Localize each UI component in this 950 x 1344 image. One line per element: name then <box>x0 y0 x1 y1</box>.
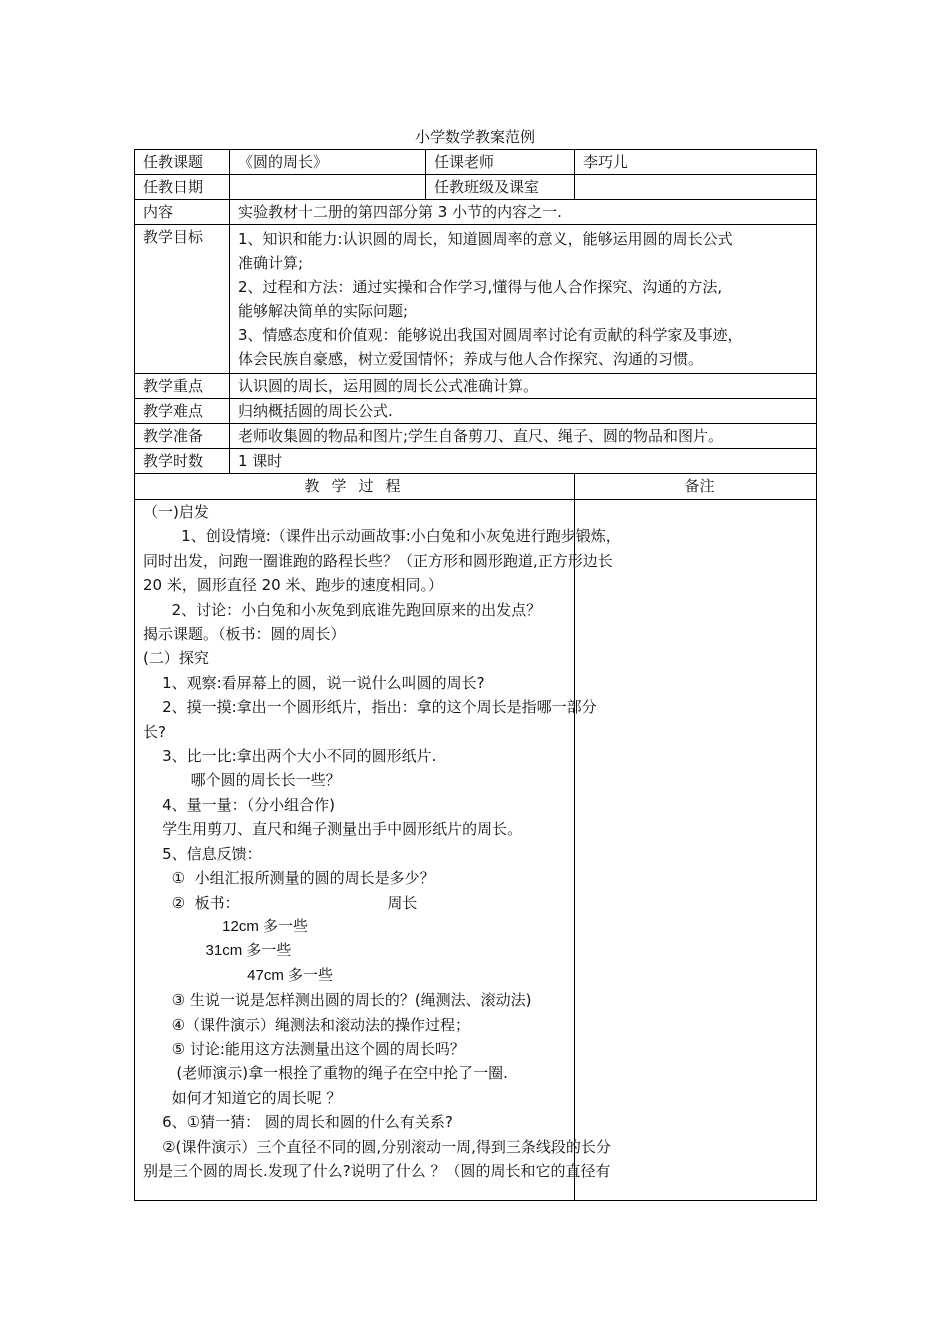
label-hours: 教学时数 <box>135 449 230 474</box>
process-line: 2、摸一摸:拿出一个圆形纸片，指出：拿的这个周长是指哪一部分 <box>143 698 597 717</box>
row-preparation <box>135 424 817 449</box>
label-date: 任教日期 <box>135 175 230 200</box>
process-line: 5、信息反馈： <box>143 844 262 863</box>
process-header: 教学过程 <box>135 474 575 500</box>
process-line: 如何才知道它的周长呢 ？ <box>143 1088 342 1107</box>
label-key-point: 教学重点 <box>135 374 230 399</box>
process-line: (二）探究 <box>143 649 209 668</box>
value-subject: 《圆的周长》 <box>230 150 426 175</box>
label-preparation: 教学准备 <box>135 424 230 449</box>
value-content: 实验教材十二册的第四部分第 3 小节的内容之一. <box>230 200 817 225</box>
value-difficulty: 归纳概括圆的周长公式. <box>230 399 817 424</box>
document-title: 小学数学教案范例 <box>414 128 535 146</box>
remark-header: 备注 <box>575 474 817 500</box>
process-line: 6、①猜一猜： 圆的周长和圆的什么有关系? <box>143 1113 453 1132</box>
process-line: ②(课件演示）三个直径不同的圆,分别滚动一周,得到三条线段的长分 <box>143 1137 611 1156</box>
process-line: 哪个圆的周长长一些？ <box>143 771 341 790</box>
process-line: ② 板书： 周长 <box>143 893 418 912</box>
process-line: ③ 生说一说是怎样测出圆的周长的？(绳测法、滚动法) <box>143 991 532 1010</box>
row-hours <box>135 449 817 474</box>
label-class: 任教班级及课室 <box>426 175 575 200</box>
remark-body <box>575 500 817 1201</box>
objective-line: 2、过程和方法：通过实操和合作学习,懂得与他人合作探究、沟通的方法, <box>238 278 723 296</box>
objective-line: 准确计算; <box>238 254 304 272</box>
process-line: （一)启发 <box>143 503 209 521</box>
objective-line: 能够解决简单的实际问题; <box>238 302 409 320</box>
process-line: 47cm 多一些 <box>143 966 334 984</box>
process-line: 同时出发，问跑一圈谁跑的路程长些？（正方形和圆形跑道,正方形边长 <box>143 551 613 570</box>
value-teacher: 李巧儿 <box>575 150 817 175</box>
row-process-header <box>135 474 817 500</box>
row-content <box>135 200 817 225</box>
process-line: 20 米，圆形直径 20 米、跑步的速度相同。） <box>143 576 443 595</box>
process-line: (老师演示)拿一根拴了重物的绳子在空中抡了一圈. <box>143 1064 508 1083</box>
label-difficulty: 教学难点 <box>135 399 230 424</box>
process-line: ① 小组汇报所测量的圆的周长是多少？ <box>143 869 435 888</box>
process-line: 12cm 多一些 <box>143 917 309 935</box>
row-objectives <box>135 225 817 374</box>
process-line: 揭示课题。（板书：圆的周长） <box>143 625 346 644</box>
process-line: 1、创设情境:（课件出示动画故事:小白兔和小灰兔进行跑步锻炼， <box>143 527 621 546</box>
process-line: 31cm 多一些 <box>143 942 292 960</box>
lesson-info-table <box>134 149 817 1201</box>
label-teacher: 任课老师 <box>426 150 575 175</box>
value-key-point: 认识圆的周长，运用圆的周长公式准确计算。 <box>230 374 817 399</box>
label-objectives: 教学目标 <box>135 225 230 374</box>
process-line: ⑤ 讨论:能用这方法测量出这个圆的周长吗？ <box>143 1039 465 1058</box>
process-line: 长? <box>143 722 166 741</box>
process-line: 别是三个圆的周长.发现了什么?说明了什么 ？（圆的周长和它的直径有 <box>143 1161 611 1180</box>
row-process-body <box>135 500 817 1201</box>
row-key-point <box>135 374 817 399</box>
objective-line: 1、知识和能力:认识圆的周长，知道圆周率的意义，能够运用圆的周长公式 <box>238 230 733 248</box>
value-objectives <box>230 225 817 374</box>
row-date <box>135 175 817 200</box>
value-date <box>230 175 426 200</box>
process-line: 1、观察:看屏幕上的圆，说一说什么叫圆的周长? <box>143 673 485 692</box>
process-line: 4、量一量：（分小组合作) <box>143 795 335 814</box>
process-body <box>135 500 621 1201</box>
value-preparation: 老师收集圆的物品和图片;学生自备剪刀、直尺、绳子、圆的物品和图片。 <box>230 424 817 449</box>
process-line: 3、比一比:拿出两个大小不同的圆形纸片. <box>143 747 437 766</box>
label-subject: 任教课题 <box>135 150 230 175</box>
value-class <box>575 175 817 200</box>
process-line: 2、讨论：小白兔和小灰兔到底谁先跑回原来的出发点？ <box>143 600 542 619</box>
value-hours: 1 课时 <box>230 449 817 474</box>
label-content: 内容 <box>135 200 230 225</box>
process-line: ④（课件演示）绳测法和滚动法的操作过程； <box>143 1015 471 1034</box>
process-line: 学生用剪刀、直尺和绳子测量出手中圆形纸片的周长。 <box>143 820 523 839</box>
row-subject <box>135 150 817 175</box>
row-difficulty <box>135 399 817 424</box>
objective-line: 体会民族自豪感，树立爱国情怀；养成与他人合作探究、沟通的习惯。 <box>238 350 704 368</box>
objective-line: 3、情感态度和价值观：能够说出我国对圆周率讨论有贡献的科学家及事迹， <box>238 326 743 344</box>
